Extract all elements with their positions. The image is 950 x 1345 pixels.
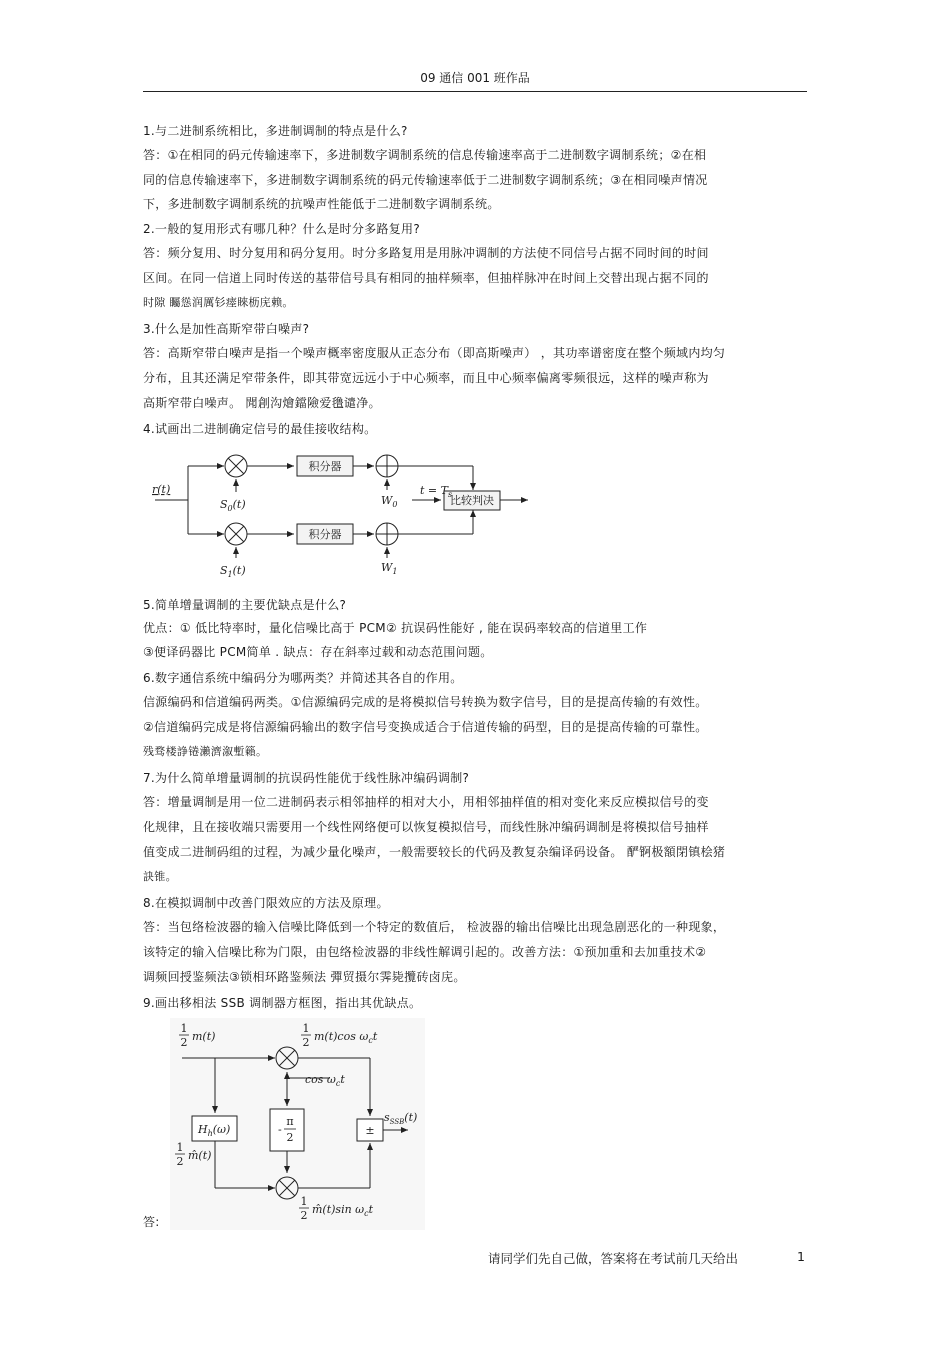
answer-7-line-1: 答：增量调制是用一位二进制码表示相邻抽样的相对大小，用相邻抽样值的相对变化来反应模拟信号的变 <box>143 795 709 809</box>
w0-label: $W_0$ <box>381 494 398 509</box>
answer-2-line-3: 时隙 矚慫润厲钐瘗睞枥庑赖。 <box>143 296 294 309</box>
question-5: 5.简单增量调制的主要优缺点是什么? <box>143 598 347 612</box>
top-input-numerator: 1 <box>180 1022 188 1035</box>
mid-input-denominator: 2 <box>176 1155 184 1168</box>
mid-input-label: m̂(t) <box>188 1149 212 1162</box>
top-output-numerator: 1 <box>302 1022 310 1035</box>
question-3: 3.什么是加性高斯窄带白噪声? <box>143 322 310 336</box>
page-header: 09 通信 001 班作品 <box>420 71 530 85</box>
question-8: 8.在模拟调制中改善门限效应的方法及原理。 <box>143 896 389 910</box>
answer-2-line-2: 区间。在同一信道上同时传送的基带信号具有相同的抽样频率，但抽样脉冲在时间上交替出现占据不同的 <box>143 271 709 285</box>
input-signal-label: r(t) <box>152 483 171 496</box>
answer-6-line-1: 信源编码和信道编码两类。①信源编码完成的是将模拟信号转换为数字信号，目的是提高传输的有效性。 <box>143 695 708 709</box>
hilbert-label: $H_h(\omega)$ <box>198 1123 231 1138</box>
answer-1-line-3: 下，多进制数字调制系统的抗噪声性能低于二进制数字调制系统。 <box>143 197 500 211</box>
answer-1-line-1: 答：①在相同的码元传输速率下，多进制数字调制系统的信息传输速率高于二进制数字调制系统；②在相 <box>143 148 707 162</box>
question-4: 4.试画出二进制确定信号的最佳接收结构。 <box>143 422 377 436</box>
answer-8-line-2: 该特定的输入信噪比称为门限，由包络检波器的非线性解调引起的。改善方法：①预加重和去加重技术② <box>143 945 707 959</box>
decision-label: 比较判决 <box>450 494 494 507</box>
s0-label: $S_0(t)$ <box>220 498 246 513</box>
answer-6-line-3: 残骛楼諍锩瀨濟溆塹籟。 <box>143 745 268 758</box>
answer-3-line-1: 答：高斯窄带白噪声是指一个噪声概率密度服从正态分布（即高斯噪声） ，其功率谱密度在整个频域内均匀 <box>143 346 726 360</box>
w1-label: $W_1$ <box>381 561 398 576</box>
question-6: 6.数字通信系统中编码分为哪两类？并简述其各自的作用。 <box>143 671 463 685</box>
ssb-output-label: $s_{SSB}(t)$ <box>384 1111 418 1126</box>
top-input-denominator: 2 <box>180 1036 188 1049</box>
answer-8-line-3: 调频回授鉴频法③锁相环路鉴频法 彈贸摄尔霁毙攬砖卤庑。 <box>143 970 466 984</box>
answer-1-line-2: 同的信息传输速率下，多进制数字调制系统的码元传输速率低于二进制数字调制系统；③在相同噪声情况 <box>143 173 708 187</box>
footer-note: 请同学们先自己做，答案将在考试前几天给出 <box>488 1251 739 1266</box>
answer-5-line-2: ③便译码器比 PCM简单 . 缺点：存在斜率过载和动态范围问题。 <box>143 645 493 659</box>
answer-5-line-1: 优点：① 低比特率时，量化信噪比高于 PCM② 抗误码性能好 , 能在误码率较高的信道里工作 <box>143 621 648 635</box>
answer-6-line-2: ②信道编码完成是将信源编码输出的数字信号变换成适合于信道传输的码型，目的是提高传输的可靠性。 <box>143 720 708 734</box>
phase-shift-denominator: 2 <box>286 1131 294 1144</box>
question-9: 9.画出移相法 SSB 调制器方框图，指出其优缺点。 <box>143 996 422 1010</box>
integrator-top-label: 积分器 <box>308 460 342 473</box>
answer-7-line-3: 值变成二进制码组的过程，为减少量化噪声，一般需要较长的代码及教复杂编译码设备。 酽锕极額閉镇桧猪 <box>143 845 726 859</box>
bottom-output-label: m̂(t)sin $\omega_ct$ <box>312 1203 374 1218</box>
ssb-modulator-diagram <box>170 1018 425 1230</box>
mid-input-numerator: 1 <box>176 1141 184 1154</box>
top-output-label: m(t)cos $\omega_ct$ <box>314 1030 378 1045</box>
phase-shift-sign: - <box>278 1123 282 1136</box>
bottom-output-denominator: 2 <box>300 1209 308 1222</box>
question-7: 7.为什么简单增量调制的抗误码性能优于线性脉冲编码调制? <box>143 771 470 785</box>
answer-9-label: 答: <box>143 1215 160 1229</box>
integrator-bottom-label: 积分器 <box>308 528 342 541</box>
top-output-denominator: 2 <box>302 1036 310 1049</box>
answer-7-line-4: 訣锥。 <box>143 870 177 883</box>
top-input-label: m(t) <box>192 1030 216 1043</box>
optimal-receiver-diagram <box>150 448 540 583</box>
bottom-output-numerator: 1 <box>300 1195 308 1208</box>
phase-shift-numerator: π <box>286 1115 294 1128</box>
header-rule <box>143 91 807 92</box>
s1-label: $S_1(t)$ <box>220 564 246 579</box>
answer-7-line-2: 化规律，且在接收端只需要用一个线性网络便可以恢复模拟信号，而线性脉冲编码调制是将模拟信号抽样 <box>143 820 709 834</box>
sample-time-label: $t = T_s$ <box>420 484 453 499</box>
answer-3-line-3: 高斯窄带白噪声。 聞創沟燴鐺險爱氇谴净。 <box>143 396 381 410</box>
answer-3-line-2: 分布，且其还满足窄带条件，即其带宽远远小于中心频率，而且中心频率偏离零频很远，这样的噪声称为 <box>143 371 709 385</box>
answer-2-line-1: 答：频分复用、时分复用和码分复用。时分多路复用是用脉冲调制的方法使不同信号占据不同时间的时间 <box>143 246 709 260</box>
question-2: 2.一般的复用形式有哪几种？什么是时分多路复用? <box>143 222 421 236</box>
page-number: 1 <box>797 1249 805 1264</box>
answer-8-line-1: 答：当包络检波器的输入信噪比降低到一个特定的数值后， 检波器的输出信噪比出现急剧恶化的一种现象， <box>143 920 726 934</box>
question-1: 1.与二进制系统相比，多进制调制的特点是什么? <box>143 124 408 138</box>
summer-label: ± <box>365 1124 375 1137</box>
carrier-label: $\cos \omega_ct$ <box>305 1073 345 1088</box>
